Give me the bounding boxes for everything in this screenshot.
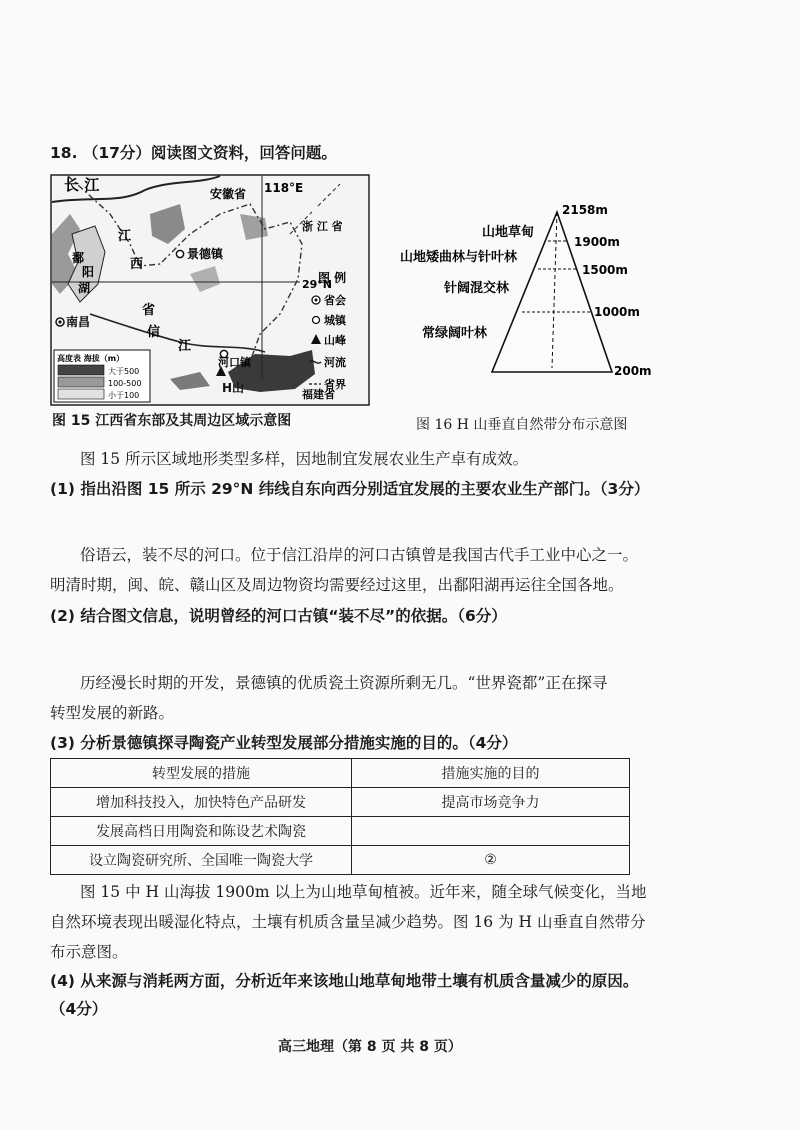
table-header-purpose: 措施实施的目的 [352,759,630,788]
label-xin: 信 [147,325,161,340]
label-sheng: 省 [142,303,156,318]
label-jingdezhen: 景德镇 [187,247,224,261]
h-mountain-vertical-zones [392,200,652,390]
table-row [51,846,630,875]
zone-meadow: 山地草甸 [482,225,535,240]
elev-1500: 1500m [582,263,628,277]
question-2: (2) 结合图文信息，说明曾经的河口古镇“装不尽”的依据。（6分） [50,607,507,625]
label-hshan: H山 [222,381,245,395]
measure-cell: 设立陶瓷研究所、全国唯一陶瓷大学 [51,846,352,875]
elev-1000: 1000m [594,305,640,319]
altitude-low: 小于100 [108,391,140,400]
label-yang: 阳 [82,265,95,279]
label-anhui: 安徽省 [210,187,247,201]
figure15-caption: 图 15 江西省东部及其周边区域示意图 [52,413,292,429]
altitude-high: 大于500 [108,367,140,376]
para4-line3: 布示意图。 [50,943,128,961]
purpose-cell: ② [352,846,630,875]
legend-capital: 省会 [324,294,346,307]
legend-border: 省界 [324,378,346,391]
table-header-measure: 转型发展的措施 [51,759,352,788]
label-hekou: 河口镇 [218,356,251,369]
zone-mixed: 针阔混交林 [444,281,510,296]
para4-line1: 图 15 中 H 山海拔 1900m 以上为山地草甸植被。近年来，随全球气候变化，当地 [80,883,647,901]
zone-elfin-conifer: 山地矮曲林与针叶林 [400,250,518,265]
measure-cell: 增加科技投入，加快特色产品研发 [51,788,352,817]
label-nanchang: 南昌 [66,315,91,329]
legend-river: 河流 [324,356,346,369]
jingdezhen-marker [176,250,183,257]
label-longitude: 118°E [264,181,304,195]
table-row [51,817,630,846]
para2-line1: 俗语云，装不尽的河口。位于信江沿岸的河口古镇曾是我国古代手工业中心之一。 [80,546,639,564]
label-zhejiang: 浙 江 省 [302,220,343,233]
question-3: (3) 分析景德镇探寻陶瓷产业转型发展部分措施实施的目的。（4分） [50,734,518,752]
zone-evergreen: 常绿阔叶林 [422,326,488,341]
label-hu: 湖 [78,281,91,295]
legend-town: 城镇 [324,314,346,327]
table-header-row [51,759,630,788]
para3-line1: 历经漫长时期的开发，景德镇的优质瓷土资源所剩无几。“世界瓷都”正在探寻 [80,674,608,692]
table-row [51,788,630,817]
measures-table [50,758,630,875]
intro-paragraph: 图 15 所示区域地形类型多样，因地制宜发展农业生产卓有成效。 [80,450,529,468]
label-po: 鄱 [72,251,85,265]
para4-line2: 自然环境表现出暖湿化特点，土壤有机质含量呈减少趋势。图 16 为 H 山垂直自然带分 [50,913,646,931]
label-jiang: 江 [118,229,132,244]
legend-peak: 山峰 [324,334,346,347]
label-river-jiang: 江 [178,339,192,354]
label-changjiang: 长 江 [64,176,100,194]
elev-2158: 2158m [562,203,608,217]
para3-line2: 转型发展的新路。 [50,704,175,722]
page-footer: 高三地理（第 8 页 共 8 页） [278,1039,462,1055]
jiangxi-map [50,174,370,406]
altitude-mid: 100-500 [108,379,142,388]
altitude-title: 高度表 海拔（m） [57,354,125,363]
question-4-line2: （4分） [50,1000,108,1018]
measure-cell: 发展高档日用陶瓷和陈设艺术陶瓷 [51,817,352,846]
elev-1900: 1900m [574,235,620,249]
para2-line2: 明清时期，闽、皖、赣山区及周边物资均需要经过这里，出鄱阳湖再运往全国各地。 [50,576,624,594]
label-xi: 西 [130,257,144,272]
purpose-cell: 提高市场竞争力 [352,788,630,817]
purpose-cell [352,817,630,846]
label-latitude: 29°N [302,278,333,291]
elev-200: 200m [614,364,652,378]
question-4-line1: (4) 从来源与消耗两方面，分析近年来该地山地草甸地带土壤有机质含量减少的原因。 [50,972,639,990]
question-1: (1) 指出沿图 15 所示 29°N 纬线自东向西分别适宜发展的主要农业生产部门。（3分） [50,480,650,498]
legend-title: 图 例 [318,271,347,285]
label-fujian: 福建省 [302,388,335,401]
figure16-caption: 图 16 H 山垂直自然带分布示意图 [416,417,628,433]
question-header: 18. （17分）阅读图文资料，回答问题。 [50,144,337,162]
